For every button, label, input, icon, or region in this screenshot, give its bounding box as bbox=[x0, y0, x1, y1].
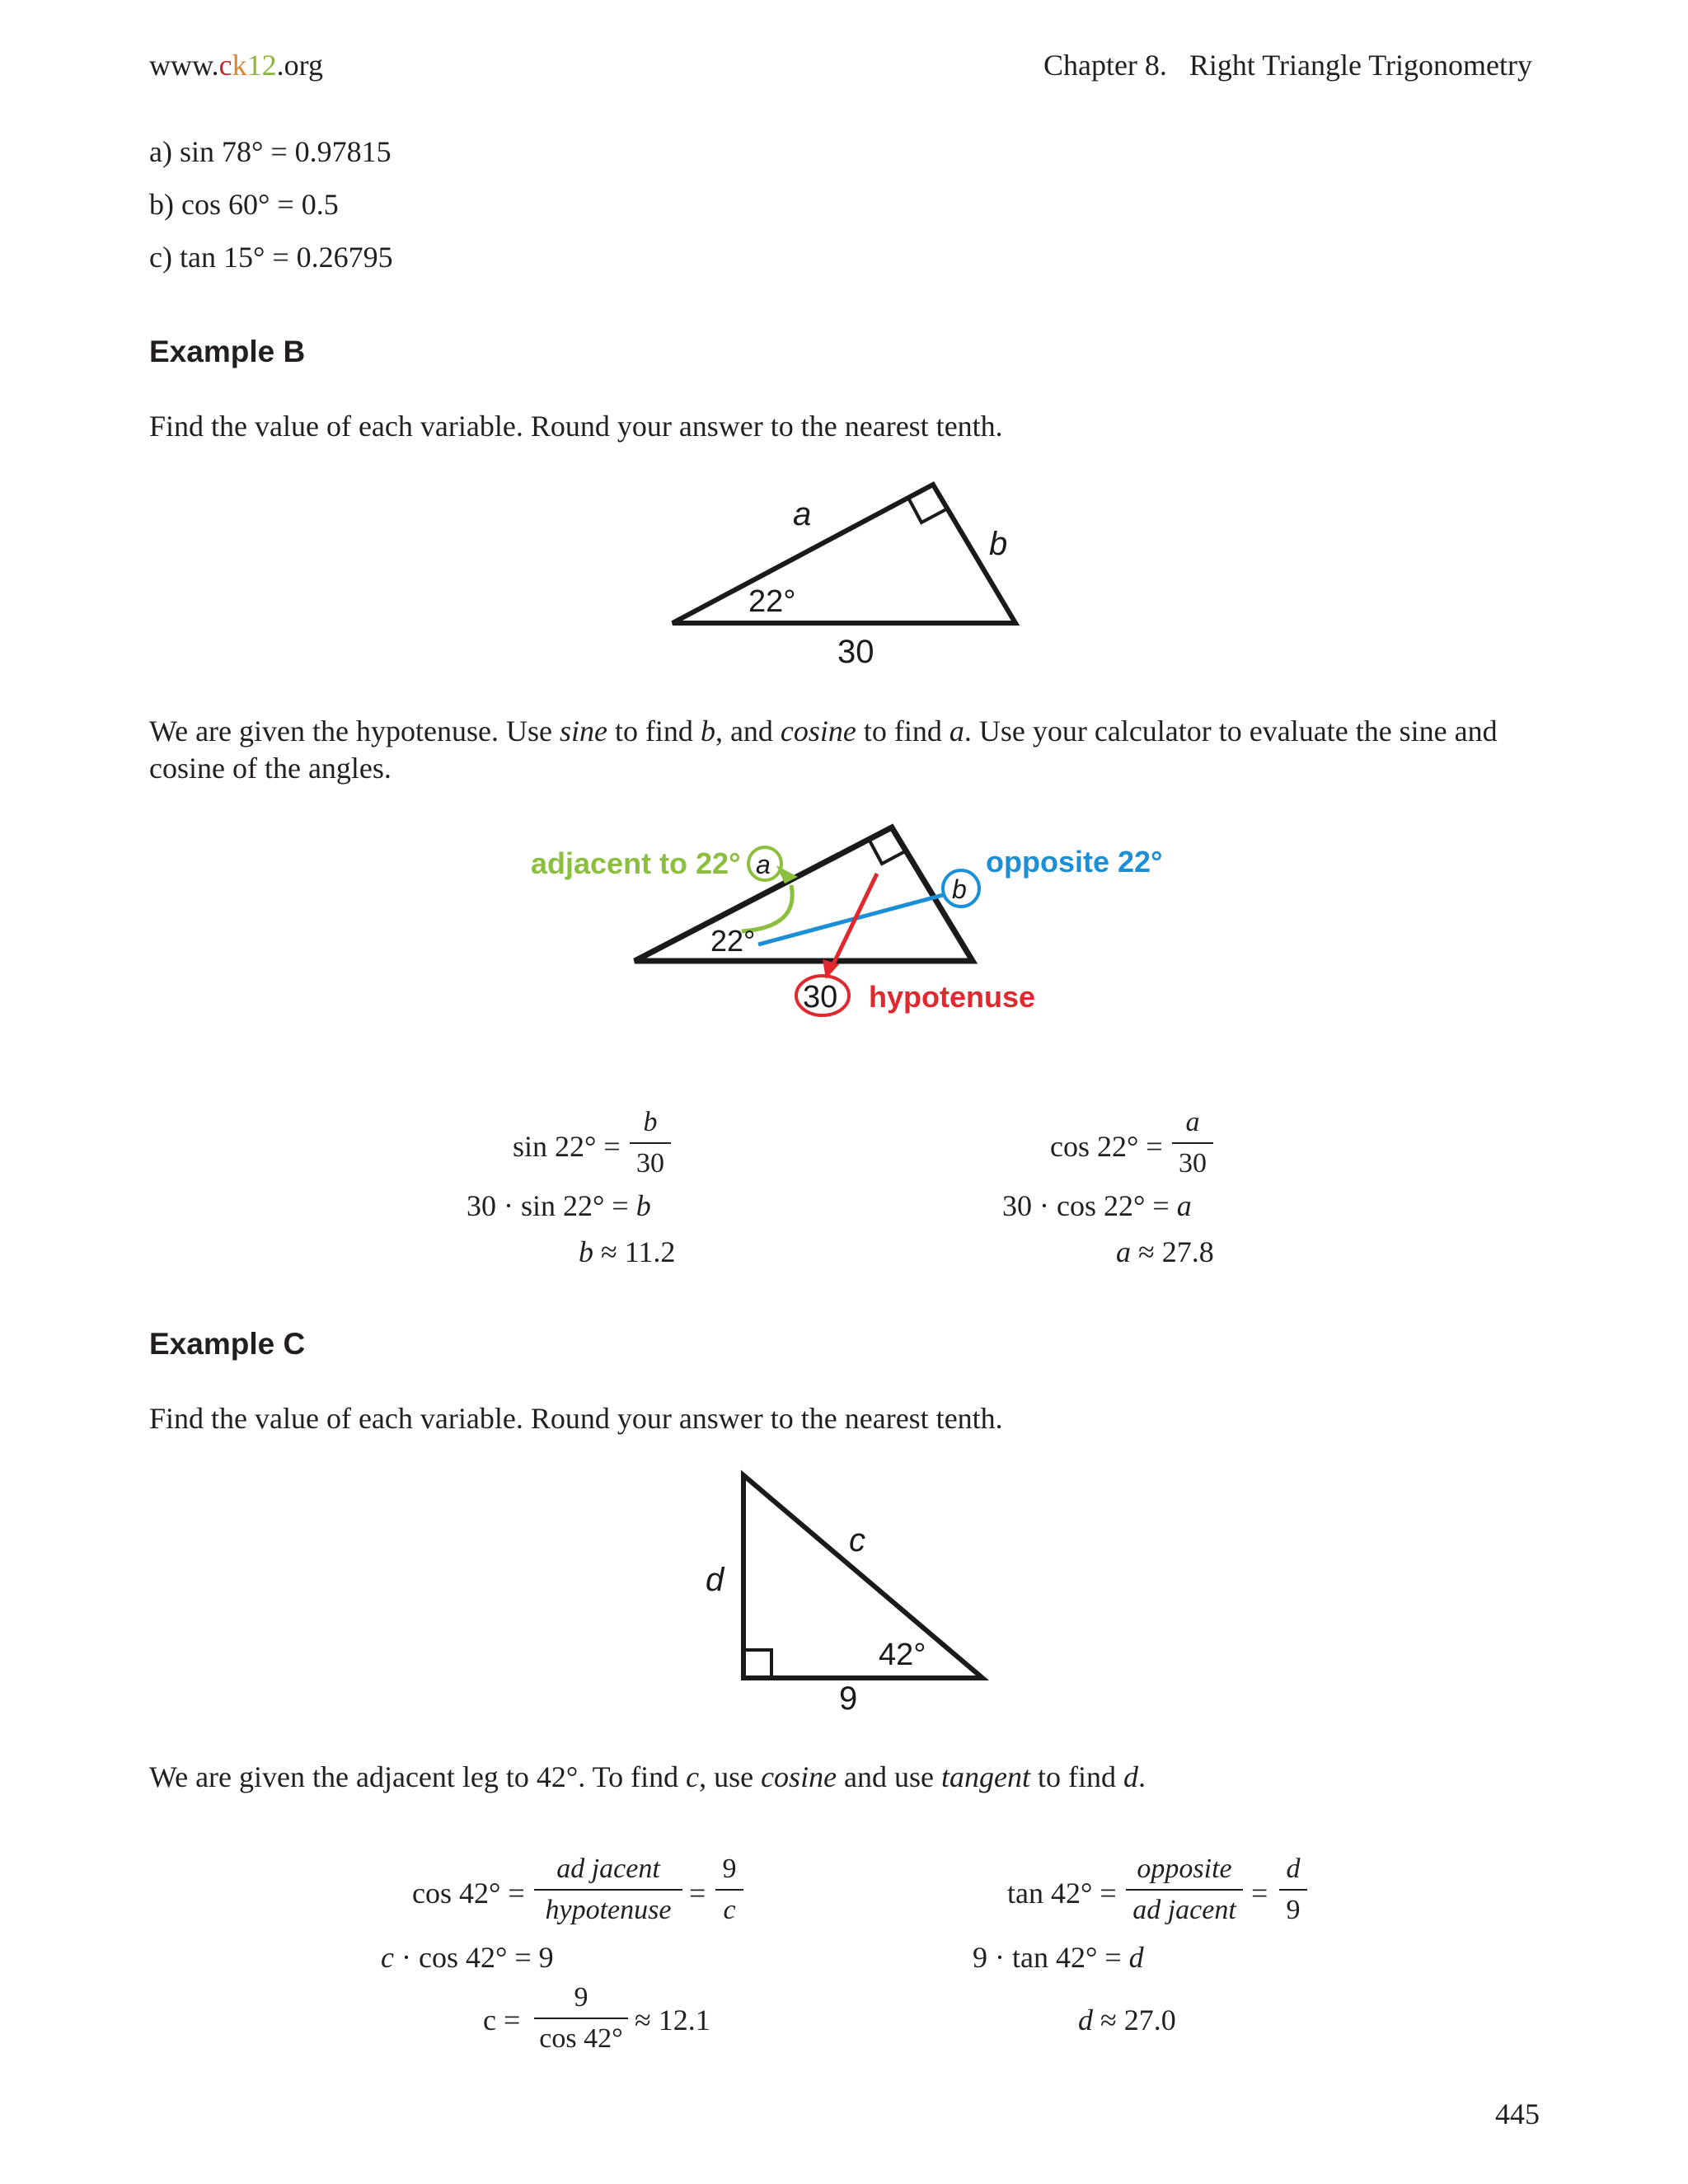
side-c-label: c bbox=[849, 1522, 865, 1558]
right-angle-marker bbox=[743, 1650, 771, 1678]
eq-cos42-left-1: cos 42° = bbox=[412, 1877, 525, 1910]
site-url[interactable] bbox=[149, 48, 323, 82]
example-b-explanation-line2: cosine of the angles. bbox=[149, 752, 392, 785]
denominator: 30 bbox=[636, 1148, 664, 1179]
fraction-bar bbox=[1279, 1889, 1307, 1891]
eq-tan42-right-3 bbox=[1078, 2003, 1176, 2037]
eq-cos42-left-3-lhs: c = bbox=[483, 2004, 521, 2036]
fraction-bar bbox=[715, 1889, 743, 1891]
hypotenuse-label: hypotenuse bbox=[869, 980, 1036, 1014]
explain-cosine: cosine bbox=[761, 1760, 837, 1793]
explain-text: and use bbox=[837, 1760, 942, 1793]
eq-rhs: d bbox=[1128, 1941, 1144, 1974]
answer-expr: tan 15° = 0.26795 bbox=[179, 241, 393, 274]
chapter-number: Chapter 8. bbox=[1043, 49, 1167, 82]
opposite-label: opposite 22° bbox=[986, 845, 1163, 879]
eq-lhs: a bbox=[1116, 1235, 1131, 1268]
explain-sine: sine bbox=[559, 715, 607, 748]
answer-expr: cos 60° = 0.5 bbox=[181, 188, 339, 221]
triangle-figure-c bbox=[692, 1467, 1006, 1722]
explain-text: We are given the hypotenuse. Use bbox=[149, 715, 560, 748]
example-b-heading: Example B bbox=[149, 335, 306, 368]
example-c-prompt: Find the value of each variable. Round your answer to the nearest tenth. bbox=[149, 1402, 1003, 1435]
triangle-outline bbox=[673, 485, 1015, 623]
eq-lhs: 9 · tan 42° = bbox=[973, 1941, 1122, 1974]
explain-text: , use bbox=[699, 1760, 762, 1793]
explain-text: to find bbox=[607, 715, 701, 748]
site-url-prefix: www. bbox=[149, 49, 219, 82]
numerator: b bbox=[643, 1107, 658, 1137]
answer-b bbox=[149, 187, 339, 222]
fraction-b-over-30 bbox=[630, 1104, 671, 1182]
denominator: hypotenuse bbox=[545, 1895, 672, 1925]
explain-text: to find bbox=[856, 715, 950, 748]
fraction-bar bbox=[630, 1142, 671, 1144]
numerator: ad jacent bbox=[556, 1854, 660, 1884]
chapter-title: Right Triangle Trigonometry bbox=[1189, 49, 1532, 82]
eq-cos-right-1: cos 22° = bbox=[1050, 1130, 1163, 1163]
example-b-prompt: Find the value of each variable. Round your answer to the nearest tenth. bbox=[149, 410, 1003, 443]
eq-rhs: ≈ 27.0 bbox=[1100, 2004, 1176, 2036]
eq-rhs: a bbox=[1176, 1189, 1192, 1222]
side-a-label: a bbox=[793, 496, 812, 532]
explain-text: , and bbox=[715, 715, 781, 748]
eq-rhs: b bbox=[635, 1189, 651, 1222]
numerator: 9 bbox=[722, 1854, 737, 1884]
eq-lhs: d bbox=[1078, 2004, 1093, 2036]
denominator: 9 bbox=[1286, 1895, 1301, 1925]
hypotenuse-arrow bbox=[832, 874, 877, 966]
eq-mid: · cos 42° = 9 bbox=[401, 1941, 554, 1974]
eq-cos-right-3 bbox=[1116, 1235, 1214, 1269]
fraction-d-over-9 bbox=[1279, 1851, 1307, 1929]
eq-sin-left-2 bbox=[467, 1188, 651, 1223]
eq-cos42-left-3-rhs: ≈ 12.1 bbox=[635, 2004, 710, 2036]
eq-sin-left-1: sin 22° = bbox=[513, 1130, 621, 1163]
answer-label: b) bbox=[149, 188, 174, 221]
explain-text: to find bbox=[1030, 1760, 1123, 1793]
eq-cos42-left-2 bbox=[381, 1940, 554, 1975]
example-c-explanation bbox=[149, 1760, 1146, 1794]
side-d-label: d bbox=[706, 1562, 724, 1598]
running-header bbox=[1043, 48, 1532, 82]
fraction-a-over-30 bbox=[1172, 1104, 1213, 1182]
page-number: 445 bbox=[1495, 2097, 1540, 2130]
explain-text: . bbox=[1138, 1760, 1146, 1793]
numerator: 9 bbox=[574, 1982, 588, 2013]
explain-tangent: tangent bbox=[941, 1760, 1030, 1793]
explain-var-c: c bbox=[686, 1760, 700, 1793]
explain-text: We are given the adjacent leg to 42°. To find bbox=[149, 1760, 687, 1793]
side-b-label: b bbox=[989, 526, 1008, 562]
eq-tan42-right-2 bbox=[973, 1940, 1144, 1975]
hypotenuse-value: 30 bbox=[803, 980, 838, 1015]
denominator: 30 bbox=[1179, 1148, 1207, 1179]
answer-label: a) bbox=[149, 135, 172, 168]
eq-lhs: 30 · cos 22° = bbox=[1002, 1189, 1170, 1222]
site-url-c: c bbox=[218, 49, 232, 82]
fraction-opposite-over-adjacent bbox=[1126, 1851, 1243, 1929]
site-url-12: 12 bbox=[246, 49, 277, 82]
eq-rhs: ≈ 27.8 bbox=[1138, 1235, 1214, 1268]
triangle-figure-b bbox=[659, 470, 1039, 676]
eq-sin-left-3 bbox=[579, 1235, 675, 1269]
angle-label: 22° bbox=[748, 584, 796, 619]
eq-equals: = bbox=[689, 1877, 706, 1910]
answer-a bbox=[149, 134, 392, 169]
example-c-heading: Example C bbox=[149, 1327, 306, 1361]
explain-cosine: cosine bbox=[780, 715, 856, 748]
eq-equals: = bbox=[1251, 1877, 1268, 1910]
answer-c bbox=[149, 240, 393, 274]
explain-text: . Use your calculator to evaluate the sine and bbox=[964, 715, 1498, 748]
annotated-triangle-figure bbox=[519, 816, 1179, 1030]
fraction-bar bbox=[1126, 1889, 1243, 1891]
base-label: 9 bbox=[839, 1680, 858, 1717]
answer-expr: sin 78° = 0.97815 bbox=[179, 135, 392, 168]
eq-lhs: c bbox=[381, 1941, 394, 1974]
fraction-9-over-c bbox=[715, 1851, 743, 1929]
explain-var-b: b bbox=[700, 715, 715, 748]
fraction-adjacent-over-hypotenuse bbox=[534, 1851, 682, 1929]
eq-tan42-right-1: tan 42° = bbox=[1007, 1877, 1117, 1910]
fraction-9-over-cos42 bbox=[534, 1980, 628, 2057]
answer-label: c) bbox=[149, 241, 172, 274]
denominator: cos 42° bbox=[539, 2023, 623, 2054]
angle-label: 42° bbox=[879, 1638, 926, 1672]
eq-rhs: ≈ 11.2 bbox=[601, 1235, 676, 1268]
eq-lhs: 30 · sin 22° = bbox=[467, 1189, 629, 1222]
fraction-bar bbox=[534, 1889, 682, 1891]
explain-var-a: a bbox=[949, 715, 964, 748]
adjacent-label: adjacent to 22° bbox=[531, 846, 741, 880]
eq-lhs: b bbox=[579, 1235, 593, 1268]
numerator: d bbox=[1286, 1854, 1301, 1884]
explain-var-d: d bbox=[1123, 1760, 1138, 1793]
site-url-suffix: .org bbox=[276, 49, 323, 82]
numerator: a bbox=[1185, 1107, 1200, 1137]
opposite-b-label: b bbox=[952, 874, 967, 904]
opposite-arrow bbox=[758, 895, 943, 944]
adjacent-a-label: a bbox=[756, 850, 771, 879]
site-url-k: k bbox=[232, 49, 247, 82]
base-label: 30 bbox=[837, 634, 874, 670]
example-b-explanation-line1 bbox=[149, 714, 1498, 748]
angle-label: 22° bbox=[710, 924, 756, 958]
denominator: c bbox=[723, 1895, 736, 1925]
fraction-bar bbox=[1172, 1142, 1213, 1144]
numerator: opposite bbox=[1137, 1854, 1232, 1884]
denominator: ad jacent bbox=[1132, 1895, 1236, 1925]
fraction-bar bbox=[534, 2018, 628, 2019]
triangle-outline bbox=[743, 1475, 982, 1678]
eq-cos-right-2 bbox=[1002, 1188, 1192, 1223]
